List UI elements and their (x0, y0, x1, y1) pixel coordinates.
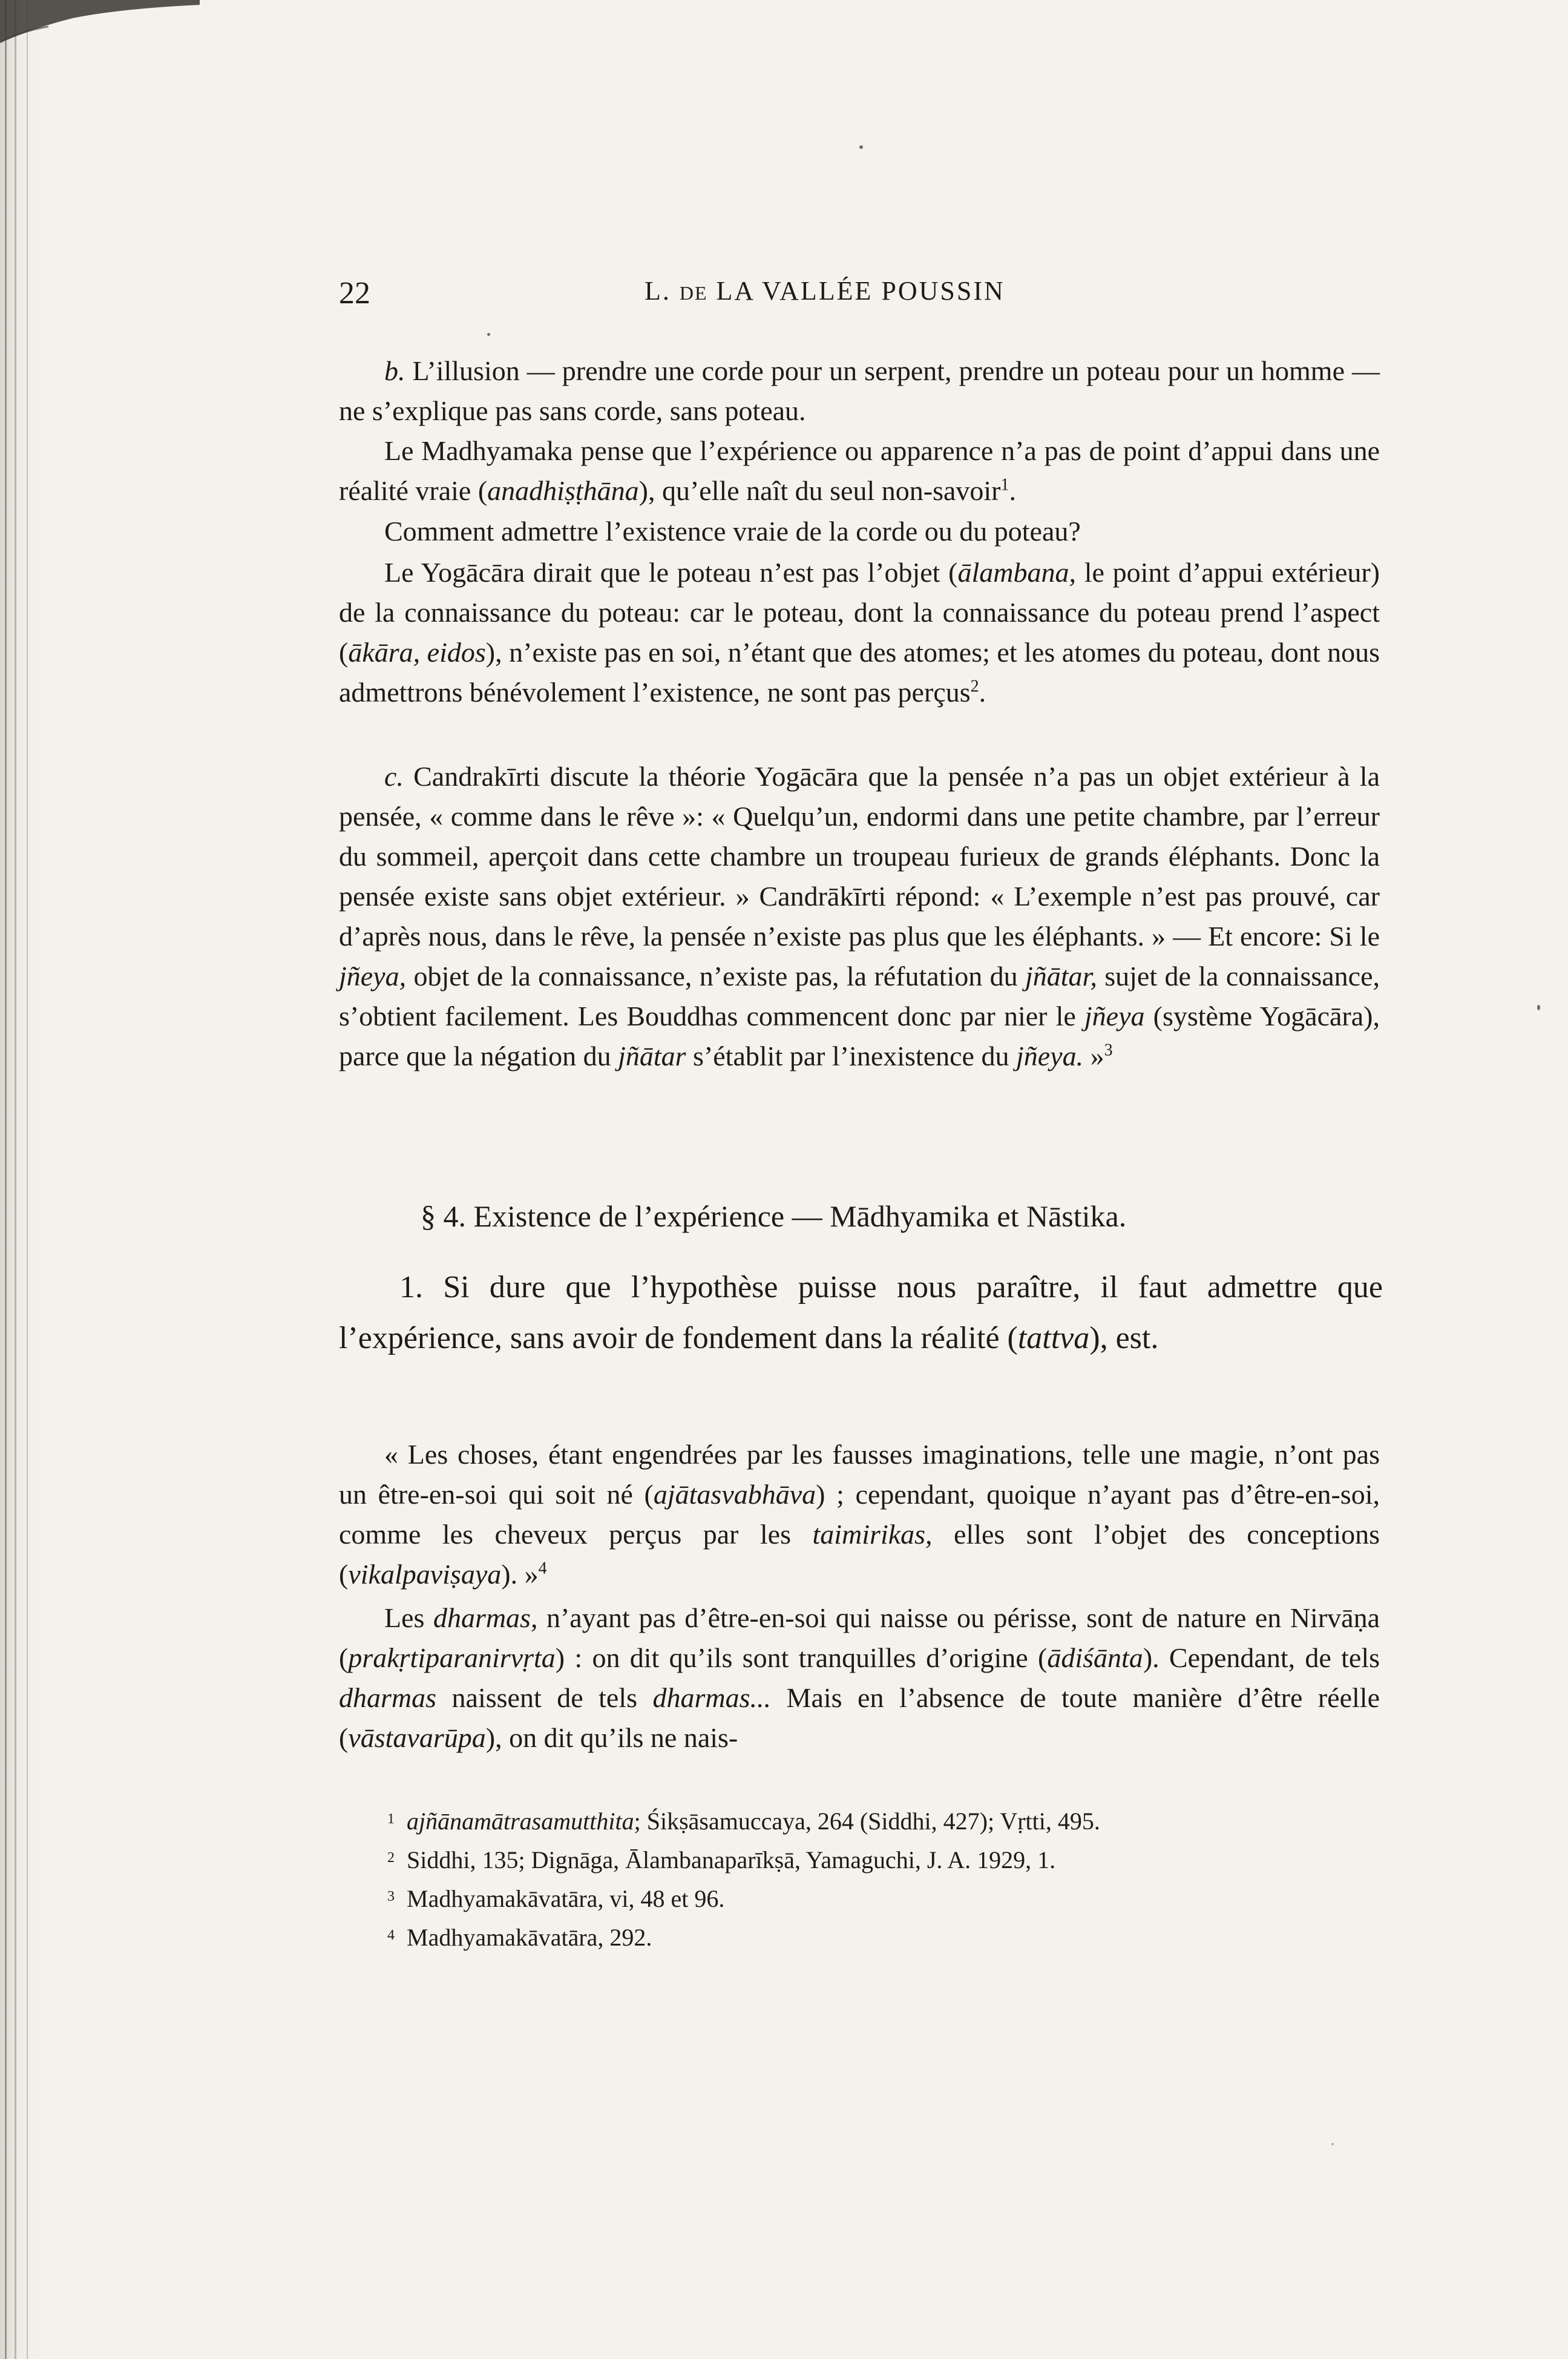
footnote-text: Madhyamakāvatāra, vi, 48 et 96. (407, 1885, 725, 1912)
binding-line (5, 0, 7, 2359)
sanskrit-term: taimirikas, (812, 1519, 933, 1550)
footnote-ref: 1 (1000, 475, 1009, 495)
paragraph-label: b. (384, 355, 405, 386)
paragraph-text: ) : on dit qu’ils sont tranquilles d’origine ( (555, 1642, 1048, 1673)
paragraph-text: objet de la connaissance, n’existe pas, la réfutation du (406, 961, 1025, 992)
paragraph-text: (système Yogācāra), parce que la négation du (339, 1001, 1380, 1071)
paragraph-label: c. (384, 761, 404, 792)
footnote-text: Madhyamakāvatāra, 292. (407, 1924, 652, 1951)
paragraph-madhyamaka (339, 431, 1380, 511)
footnote-ref: 2 (970, 677, 979, 696)
sanskrit-term: dharmas (339, 1682, 437, 1713)
paragraph-text: Mais en l’absence de toute manière d’être réelle ( (339, 1682, 1380, 1753)
paragraph-text: . (979, 677, 986, 708)
sanskrit-term: anadhiṣṭhāna (487, 475, 639, 506)
paragraph-text: ), est. (1089, 1321, 1159, 1355)
sanskrit-term: dharmas, (433, 1602, 538, 1633)
sanskrit-term: tattva (1017, 1321, 1090, 1355)
sanskrit-term: ālambana, (957, 557, 1076, 588)
sanskrit-term: jñeya. (1015, 1041, 1084, 1071)
paragraph-text: ). » (501, 1559, 539, 1590)
footnote-text: ; Śikṣāsamuccaya, 264 (Siddhi, 427); Vṛtti, 495. (634, 1808, 1100, 1835)
footnote-text: Siddhi, 135; Dignāga, Ālambanaparīkṣā, Yamaguchi, J. A. 1929, 1. (407, 1846, 1056, 1874)
sanskrit-term: vikalpaviṣaya (348, 1559, 502, 1590)
paragraph-quote (339, 1435, 1380, 1594)
running-head (645, 275, 1005, 306)
paragraph-text: Candrakīrti discute la théorie Yogācāra que la pensée n’a pas un objet extérieur à la pensée, « comme dans le rêve »: « Quelqu’un, endormi dans une petite chambre, par l’erreur du sommeil, aperçoit dans cette chambre un troupeau furieux de grands éléphants. Donc la pensée existe sans objet extérieur. » Candrākīrti répond: « L’exemple n’est pas prouvé, car d’après nous, dans le rêve, la pensée n’existe pas plus que les éléphants. » — Et encore: Si le (339, 761, 1380, 952)
paragraph-text: . (1009, 475, 1016, 506)
paragraph-question (339, 512, 1380, 551)
paragraph-text: Le Yogācāra dirait que le poteau n’est pas l’objet ( (384, 557, 958, 588)
footnote-mark: 2 (387, 1850, 395, 1866)
footnote (387, 1840, 1392, 1878)
paragraph-text: » (1083, 1041, 1104, 1071)
paragraph-text: « Les choses, étant engendrées par les fausses imaginations, telle une magie, n’ont pas un être-en-soi qui soit né ( (339, 1439, 1380, 1510)
thesis-paragraph (339, 1262, 1383, 1364)
paragraph-text: naissent de tels (436, 1682, 653, 1713)
scan-speck (1537, 1005, 1540, 1010)
sanskrit-term: jñeya (1084, 1001, 1145, 1031)
paragraph-text: ), on dit qu’ils ne nais- (485, 1722, 738, 1753)
paragraph-yogacara (339, 553, 1380, 712)
footnotes (387, 1801, 1392, 1956)
paragraph-text: ). Cependant, de tels (1143, 1642, 1380, 1673)
paragraph-text: Les (384, 1602, 433, 1633)
scan-speck (1331, 2143, 1334, 2145)
paragraph-text: 1. Si dure que l’hypothèse puisse nous paraître, il faut admettre que l’expérience, sans avoir de fondement dans la réalité ( (339, 1270, 1383, 1355)
author-name: LA VALLÉE POUSSIN (716, 276, 1005, 306)
sanskrit-term: ākāra, eidos (348, 637, 486, 668)
sanskrit-term: jñātar, (1025, 961, 1097, 992)
scan-speck (859, 145, 863, 149)
scan-speck (487, 333, 490, 336)
paragraph-text: Le Madhyamaka pense que l’expérience ou apparence n’a pas de point d’appui dans une réalité vraie ( (339, 435, 1380, 506)
scan-corner-mark (0, 0, 200, 67)
paragraph-b (339, 351, 1380, 431)
binding-line (27, 0, 28, 2359)
paragraph-text: n’ayant pas d’être-en-soi qui naisse ou périsse, sont de nature en Nirvāṇa ( (339, 1602, 1380, 1673)
sanskrit-term: ajñānamātrasamutthita (407, 1808, 634, 1835)
paragraph-text: ), n’existe pas en soi, n’étant que des atomes; et les atomes du poteau, dont nous admettrons bénévolement l’existence, ne sont pas perçus (339, 637, 1380, 708)
footnote-ref: 3 (1104, 1041, 1113, 1060)
paragraph-text: elles sont l’objet des conceptions ( (339, 1519, 1380, 1590)
paragraph-text: s’établit par l’inexistence du (686, 1041, 1016, 1071)
footnote (387, 1878, 1392, 1917)
paragraph-text: ), qu’elle naît du seul non-savoir (638, 475, 1001, 506)
footnote (387, 1917, 1392, 1956)
paragraph-text: Comment admettre l’existence vraie de la corde ou du poteau? (384, 516, 1081, 547)
page-number: 22 (339, 276, 370, 311)
paragraph-text: ) ; cependant, quoique n’ayant pas d’être-en-soi, comme les cheveux perçus par les (339, 1479, 1380, 1550)
paragraph-dharmas (339, 1598, 1380, 1758)
author-particle: DE (679, 282, 708, 304)
paragraph-text: sujet de la connaissance, s’obtient facilement. Les Bouddhas commencent donc par nier le (339, 961, 1380, 1031)
page-header (339, 275, 1416, 318)
section-heading: § 4. Existence de l’expérience — Mādhyamika et Nāstika. (421, 1199, 1127, 1233)
author-initial: L. (645, 276, 671, 306)
footnote-mark: 4 (387, 1927, 395, 1943)
sanskrit-term: vāstavarūpa (348, 1722, 486, 1753)
sanskrit-term: ajātasvabhāva (653, 1479, 816, 1510)
binding-line (15, 0, 16, 2359)
footnote-ref: 4 (538, 1559, 547, 1578)
sanskrit-term: jñātar (618, 1041, 686, 1071)
sanskrit-term: dharmas... (652, 1682, 772, 1713)
footnote (387, 1801, 1392, 1840)
sanskrit-term: ādiśānta (1047, 1642, 1143, 1673)
sanskrit-term: prakṛtiparanirvṛta (348, 1642, 556, 1673)
footnote-mark: 1 (387, 1811, 395, 1827)
footnote-mark: 3 (387, 1889, 395, 1904)
paragraph-c (339, 757, 1380, 1076)
paragraph-text: le point d’appui extérieur) de la connaissance du poteau: car le poteau, dont la connaissance du poteau prend l’aspect ( (339, 557, 1380, 668)
paragraph-text: L’illusion — prendre une corde pour un serpent, prendre un poteau pour un homme — ne s’explique pas sans corde, sans poteau. (339, 355, 1380, 426)
sanskrit-term: jñeya, (339, 961, 407, 992)
